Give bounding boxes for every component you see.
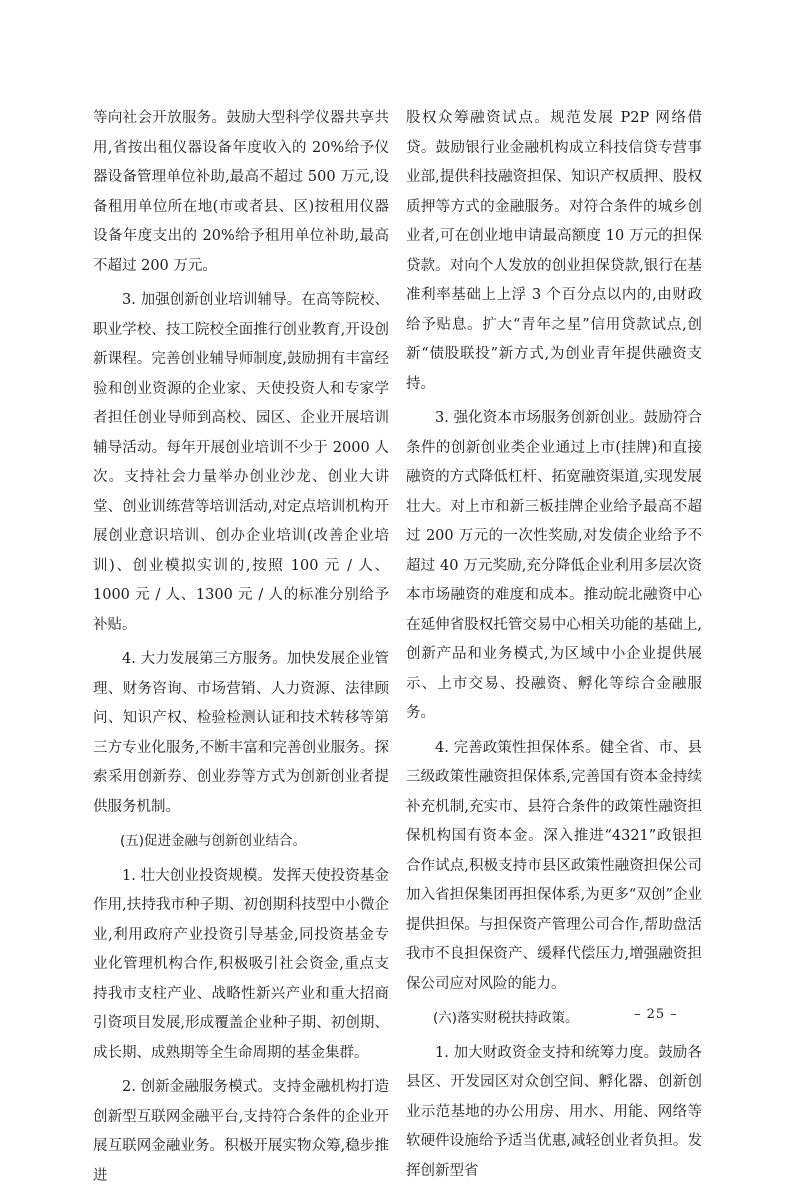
paragraph-capital-market: 3. 强化资本市场服务创新创业。鼓励符合条件的创新创业类企业通过上市(挂牌)和直接融资的方式降低杠杆、拓宽融资渠道,实现发展壮大。对上市和新三板挂牌企业给予最高不超过 200 万元的一次性奖励,对发债企业给予不超过 40 万元奖励,充分降低企业利用多层次资本市场融资的难度和成本。推动皖北融资中心在延伸省股权托管交易中心相关功能的基础上,创新产品和业务模式,为区域中小企业提供展示、上市交易、投融资、孵化等综合金融服务。 <box>406 410 702 721</box>
paragraph-guarantee-system: 4. 完善政策性担保体系。健全省、市、县三级政策性融资担保体系,完善国有资本金持续补充机制,充实市、县符合条件的政策性融资担保机构国有资本金。深入推进“4321”政银担合作试点,积极支持市县区政策性融资担保公司加入省担保集团再担保体系,为更多“双创”企业提供担保。与担保资产管理公司合作,帮助盘活我市不良担保资产、缓释代偿压力,增强融资担保公司应对风险的能力。 <box>406 739 702 992</box>
page-number: – 25 – <box>634 1007 678 1022</box>
section-heading-finance: (五)促进金融与创新创业结合。 <box>120 833 307 849</box>
right-column <box>406 104 702 1191</box>
left-column <box>93 104 389 1196</box>
paragraph-fiscal-support: 1. 加大财政资金支持和统筹力度。鼓励各县区、开发园区对众创空间、孵化器、创新创业示范基地的办公用房、用水、用能、网络等软硬件设施给予适当优惠,减轻创业者负担。发挥创新型省 <box>406 1044 702 1179</box>
paragraph-financial-services: 2. 创新金融服务模式。支持金融机构打造创新型互联网金融平台,支持符合条件的企业开展互联网金融业务。积极开展实物众筹,稳步推进 <box>93 1079 389 1184</box>
paragraph-continuation: 等向社会开放服务。鼓励大型科学仪器共享共用,省按出租仪器设备年度收入的 20%给予仪器设备管理单位补助,最高不超过 500 万元,设备租用单位所在地(市或者县、区)按租用仪器设备年度支出的 20%给予租用单位补助,最高不超过 200 万元。 <box>93 110 389 274</box>
paragraph-equity-crowdfunding: 股权众筹融资试点。规范发展 P2P 网络借贷。鼓励银行业金融机构成立科技信贷专营事业部,提供科技融资担保、知识产权质押、股权质押等方式的金融服务。对符合条件的城乡创业者,可在创业地申请最高额度 10 万元的担保贷款。对向个人发放的创业担保贷款,银行在基准利率基础上上浮 3 个百分点以内的,由财政给予贴息。扩大“青年之星”信用贷款试点,创新“债股联投”新方式,为创业青年提供融资支持。 <box>406 110 702 392</box>
section-heading-fiscal: (六)落实财税扶持政策。 <box>433 1010 579 1026</box>
paragraph-third-party-services: 4. 大力发展第三方服务。加快发展企业管理、财务咨询、市场营销、人力资源、法律顾问、知识产权、检验检测认证和技术转移等第三方专业化服务,不断丰富和完善创业服务。探索采用创新券、创业券等方式为创新创业者提供服务机制。 <box>93 651 389 815</box>
paragraph-innovation-training: 3. 加强创新创业培训辅导。在高等院校、职业学校、技工院校全面推行创业教育,开设创新课程。完善创业辅导师制度,鼓励拥有丰富经验和创业资源的企业家、天使投资人和专家学者担任创业导师到高校、园区、企业开展培训辅导活动。每年开展创业培训不少于 2000 人次。支持社会力量举办创业沙龙、创业大讲堂、创业训练营等培训活动,对定点培训机构开展创业意识培训、创办企业培训(改善企业培训)、创业模拟实训的,按照 100 元 / 人、1000 元 / 人、1300 元 / 人的标准分别给予补贴。 <box>93 292 389 633</box>
paragraph-venture-investment: 1. 壮大创业投资规模。发挥天使投资基金作用,扶持我市种子期、初创期科技型中小微企业,利用政府产业投资引导基金,同投资基金专业化管理机构合作,积极吸引社会资金,重点支持我市支柱产业、战略性新兴产业和重大招商引资项目发展,形成覆盖企业种子期、初创期、成长期、成熟期等全生命周期的基金集群。 <box>93 867 389 1061</box>
